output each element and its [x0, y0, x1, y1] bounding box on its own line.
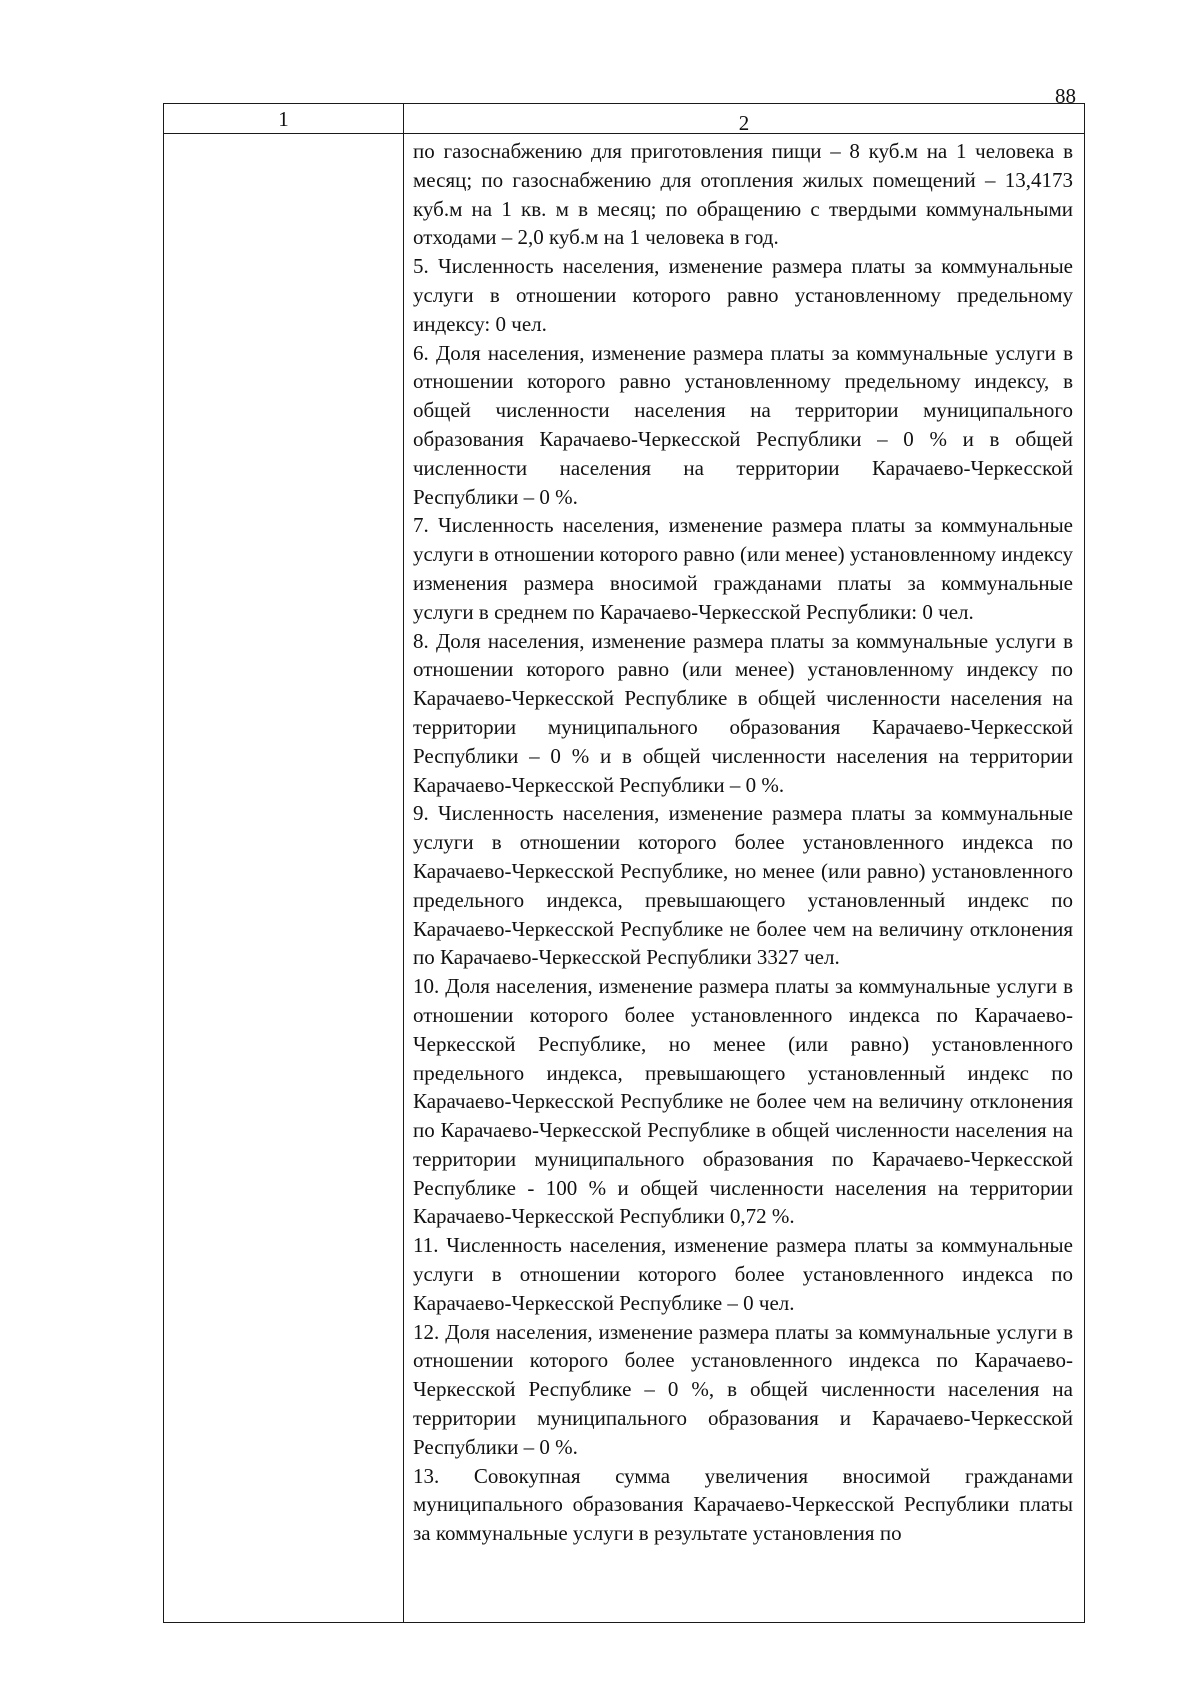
document-table	[163, 103, 1085, 1623]
paragraph: 5. Численность населения, изменение размера платы за коммунальные услуги в отношении которого равно установленному предельному индексу: 0 чел.	[413, 254, 1073, 336]
paragraph: по газоснабжению для приготовления пищи – 8 куб.м на 1 человека в месяц; по газоснабжению для отопления жилых помещений – 13,4173 куб.м на 1 кв. м в месяц; по обращению с твердыми коммунальными отходами – 2,0 куб.м на 1 человека в год.	[413, 139, 1073, 250]
column-divider	[403, 104, 404, 1622]
column-header-1: 1	[278, 107, 289, 131]
paragraph: 12. Доля населения, изменение размера платы за коммунальные услуги в отношении которого более установленного индекса по Карачаево-Черкесской Республике – 0 %, в общей численности населения на территории муниципального образования и Карачаево-Черкесской Республики – 0 %.	[413, 1319, 1073, 1459]
paragraph: 8. Доля населения, изменение размера платы за коммунальные услуги в отношении которого равно (или менее) установленному индексу по Карачаево-Черкесской Республике в общей численности населения на территории муниципального образования Карачаево-Черкесской Республики – 0 % и в общей численности населения на территории Карачаево-Черкесской Республики – 0 %.	[413, 628, 1073, 797]
table-cell-content	[413, 137, 1073, 1548]
paragraph: 11. Численность населения, изменение размера платы за коммунальные услуги в отношении которого более установленного индекса по Карачаево-Черкесской Республике – 0 чел.	[413, 1233, 1073, 1315]
page-number: 88	[1055, 84, 1076, 108]
paragraph: 13. Совокупная сумма увеличения вносимой гражданами муниципального образования Карачаево-Черкесской Республики платы за коммунальные услуги в результате установления по	[413, 1463, 1073, 1546]
paragraph: 10. Доля населения, изменение размера платы за коммунальные услуги в отношении которого более установленного индекса по Карачаево-Черкесской Республике, но менее (или равно) установленного предельного индекса, превышающего установленный индекс по Карачаево-Черкесской Республике не более чем на величину отклонения по Карачаево-Черкесской Республике в общей численности населения на территории муниципального образования по Карачаево-Черкесской Республике - 100 % и общей численности населения на территории Карачаево-Черкесской Республики 0,72 %.	[413, 974, 1073, 1229]
paragraph: 9. Численность населения, изменение размера платы за коммунальные услуги в отношении которого более установленного индекса по Карачаево-Черкесской Республике, но менее (или равно) установленного предельного индекса, превышающего установленный индекс по Карачаево-Черкесской Республике не более чем на величину отклонения по Карачаево-Черкесской Республики 3327 чел.	[413, 801, 1073, 970]
paragraph: 6. Доля населения, изменение размера платы за коммунальные услуги в отношении которого равно установленному предельному индексу, в общей численности населения на территории муниципального образования Карачаево-Черкесской Республики – 0 % и в общей численности населения на территории Карачаево-Черкесской Республики – 0 %.	[413, 340, 1073, 509]
column-header-2: 2	[738, 111, 750, 135]
paragraph: 7. Численность населения, изменение размера платы за коммунальные услуги в отношении которого равно (или менее) установленному индексу изменения размера вносимой гражданами платы за коммунальные услуги в среднем по Карачаево-Черкесской Республики: 0 чел.	[413, 513, 1073, 624]
